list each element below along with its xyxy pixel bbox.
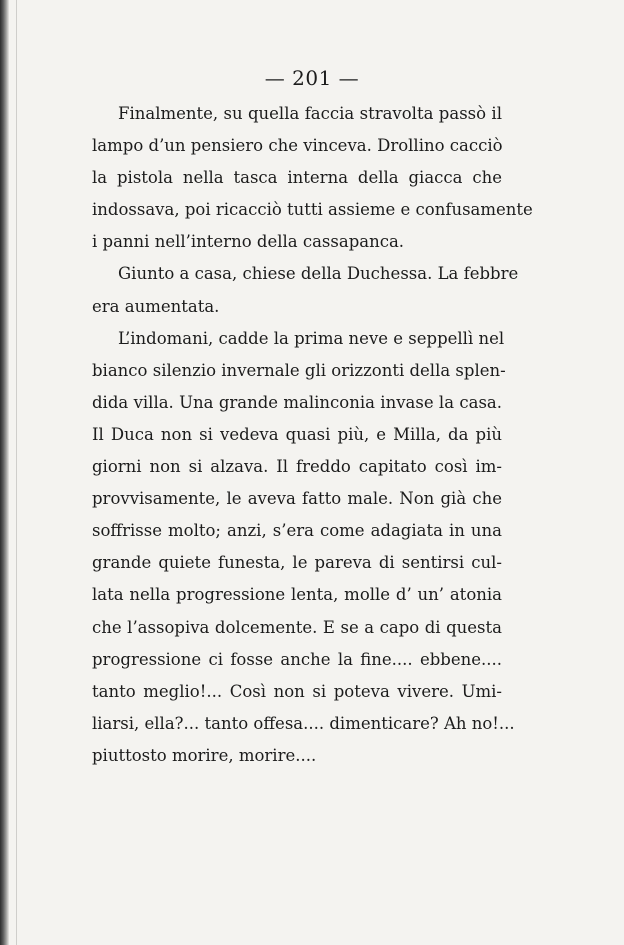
text-line: lampo d’un pensiero che vinceva. Drollino cacciò — [92, 136, 503, 156]
text-line: indossava, poi ricacciò tutti assieme e confusamente — [92, 200, 533, 220]
text-line: liarsi, ella?... tanto offesa.... dimenticare? Ah no!... — [92, 713, 515, 733]
text-line: lata nella progressione lenta, molle d’ un’ atonia — [92, 585, 502, 605]
text-line: i panni nell’interno della cassapanca. — [92, 232, 405, 252]
page-number: — 201 — — [264, 66, 360, 90]
text-line: L’indomani, cadde la prima neve e seppellì nel — [118, 328, 505, 348]
text-line: soffrisse molto; anzi, s’era come adagiata in una — [92, 521, 502, 541]
body-text — [92, 98, 533, 772]
text-line: piuttosto morire, morire.... — [92, 745, 317, 765]
text-line: Giunto a casa, chiese della Duchessa. La febbre — [118, 264, 519, 284]
text-line: era aumentata. — [92, 296, 220, 316]
text-line: bianco silenzio invernale gli orizzonti della splen- — [92, 360, 506, 380]
text-line: Finalmente, su quella faccia stravolta passò il — [118, 104, 502, 123]
text-line: provvisamente, le aveva fatto male. Non già che — [92, 489, 502, 509]
page-fold-line — [16, 0, 17, 945]
text-line: che l’assopiva dolcemente. E se a capo di questa — [92, 617, 502, 637]
text-line: grande quiete funesta, le pareva di sentirsi cul- — [92, 553, 502, 573]
text-line: giorni non si alzava. Il freddo capitato così im- — [92, 457, 502, 477]
text-line: tanto meglio!... Così non si poteva vivere. Umi- — [92, 681, 502, 701]
text-line: la pistola nella tasca interna della giacca che — [92, 168, 502, 188]
text-line: dida villa. Una grande malinconia invase la casa. — [92, 392, 502, 412]
text-line: Il Duca non si vedeva quasi più, e Milla, da più — [92, 424, 502, 444]
page-spine-edge — [0, 0, 9, 945]
text-line: progressione ci fosse anche la fine.... ebbene.... — [92, 649, 502, 669]
